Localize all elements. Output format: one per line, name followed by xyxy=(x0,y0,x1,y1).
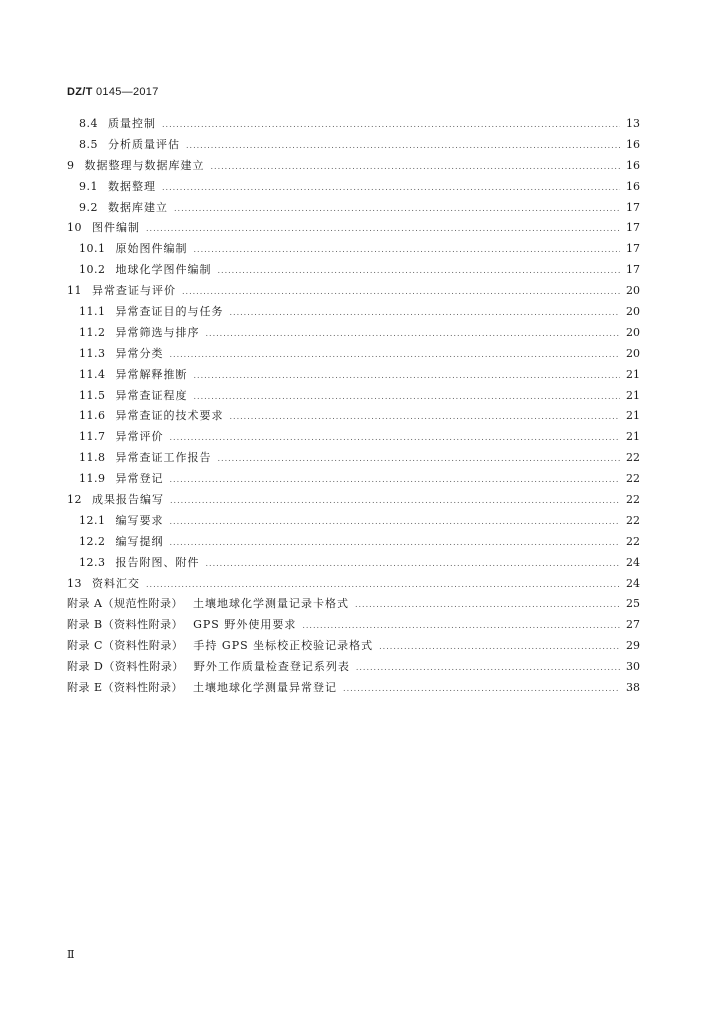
toc-entry-number: 11.8 xyxy=(79,451,106,465)
toc-entry-number: 9.1 xyxy=(79,179,98,193)
toc-entry-title: 异常评价 xyxy=(115,430,164,444)
standard-code xyxy=(67,86,159,98)
toc-dot-leader xyxy=(162,178,620,199)
toc-entry-page: 16 xyxy=(626,158,640,172)
toc-entry-page: 29 xyxy=(626,639,640,653)
toc-dot-leader xyxy=(186,136,620,157)
toc-entry-title: 数据整理与数据库建立 xyxy=(84,158,205,172)
standard-number: 0145—2017 xyxy=(96,86,159,98)
toc-entry-number: 附录 E（资料性附录） xyxy=(67,681,184,695)
toc-entry-number: 11.2 xyxy=(79,325,106,339)
toc-entry-number: 11.7 xyxy=(79,430,106,444)
toc-entry[interactable] xyxy=(67,615,640,636)
toc-entry-page: 20 xyxy=(626,325,640,339)
toc-entry-number: 12.1 xyxy=(79,513,106,527)
toc-dot-leader xyxy=(170,533,621,554)
toc-entry[interactable] xyxy=(67,678,640,699)
toc-entry[interactable] xyxy=(67,365,640,386)
toc-entry-title: 异常查证工作报告 xyxy=(115,451,212,465)
toc-entry-page: 20 xyxy=(626,305,640,319)
toc-dot-leader xyxy=(218,261,621,282)
toc-entry-number: 11.9 xyxy=(79,472,106,486)
toc-entry-page: 21 xyxy=(626,430,640,444)
toc-entry-number: 11 xyxy=(67,284,82,298)
toc-entry-page: 21 xyxy=(626,409,640,423)
toc-entry-number: 附录 A（规范性附录） xyxy=(67,597,183,611)
toc-entry-number: 8.5 xyxy=(79,137,98,151)
toc-entry-title: 成果报告编写 xyxy=(92,493,164,507)
toc-dot-leader xyxy=(206,324,621,345)
toc-entry-title: 编写要求 xyxy=(115,513,164,527)
toc-entry-page: 16 xyxy=(626,137,640,151)
toc-entry[interactable] xyxy=(67,532,640,553)
toc-entry-number: 附录 D（资料性附录） xyxy=(67,660,184,674)
toc-dot-leader xyxy=(230,303,621,324)
toc-entry-title: 质量控制 xyxy=(108,117,156,130)
toc-entry-number: 10 xyxy=(67,221,82,235)
toc-entry-title: 编写提纲 xyxy=(115,534,164,548)
toc-entry[interactable] xyxy=(67,448,640,469)
toc-dot-leader xyxy=(355,595,620,616)
toc-entry[interactable] xyxy=(67,156,640,177)
toc-entry-title: 野外工作质量检查登记系列表 xyxy=(193,660,350,674)
toc-entry-title: 异常查证的技术要求 xyxy=(115,409,224,423)
toc-dot-leader xyxy=(379,637,620,658)
toc-entry-page: 22 xyxy=(626,472,640,486)
toc-entry-title: 原始图件编制 xyxy=(115,242,188,256)
toc-entry-page: 21 xyxy=(626,388,640,402)
toc-dot-leader xyxy=(170,470,621,491)
toc-entry[interactable] xyxy=(67,594,640,615)
toc-entry[interactable] xyxy=(67,260,640,281)
toc-entry[interactable] xyxy=(67,406,640,427)
toc-entry[interactable] xyxy=(67,574,640,595)
toc-entry-number: 8.4 xyxy=(79,117,98,130)
toc-entry-number: 11.6 xyxy=(79,409,106,423)
toc-entry[interactable] xyxy=(67,177,640,198)
toc-entry-page: 22 xyxy=(626,513,640,527)
toc-entry-number: 附录 C（资料性附录） xyxy=(67,639,184,653)
toc-dot-leader xyxy=(174,199,620,220)
toc-entry[interactable] xyxy=(67,135,640,156)
toc-dot-leader xyxy=(194,387,621,408)
toc-entry-number: 11.3 xyxy=(79,346,106,360)
toc-entry[interactable] xyxy=(67,490,640,511)
toc-dot-leader xyxy=(302,616,620,637)
toc-entry[interactable] xyxy=(67,239,640,260)
toc-dot-leader xyxy=(230,407,621,428)
toc-dot-leader xyxy=(146,219,620,240)
toc-entry-title: 异常分类 xyxy=(115,346,164,360)
toc-entry-page: 13 xyxy=(626,117,640,130)
toc-entry-page: 22 xyxy=(626,534,640,548)
toc-entry-number: 12.2 xyxy=(79,534,106,548)
toc-entry-number: 13 xyxy=(67,576,82,590)
toc-entry[interactable] xyxy=(67,657,640,678)
toc-entry[interactable] xyxy=(67,553,640,574)
toc-entry-page: 24 xyxy=(626,555,640,569)
page-number: Ⅱ xyxy=(67,948,76,961)
toc-entry[interactable] xyxy=(67,218,640,239)
toc-entry-title: 图件编制 xyxy=(92,221,140,235)
toc-dot-leader xyxy=(194,366,621,387)
toc-entry[interactable] xyxy=(67,302,640,323)
toc-entry-title: 数据整理 xyxy=(108,179,156,193)
toc-entry-page: 22 xyxy=(626,493,640,507)
toc-entry-number: 11.4 xyxy=(79,367,106,381)
toc-dot-leader xyxy=(211,157,621,178)
toc-entry-page: 27 xyxy=(626,618,640,632)
toc-entry-title: 异常筛选与排序 xyxy=(115,325,200,339)
toc-entry-number: 9 xyxy=(67,158,75,172)
toc-entry[interactable] xyxy=(67,386,640,407)
toc-entry-number: 9.2 xyxy=(79,200,98,214)
toc-entry-page: 38 xyxy=(626,681,640,695)
toc-entry-page: 30 xyxy=(626,660,640,674)
toc-entry[interactable] xyxy=(67,198,640,219)
toc-dot-leader xyxy=(170,491,620,512)
toc-entry-page: 17 xyxy=(626,263,640,277)
toc-entry-title: GPS 野外使用要求 xyxy=(193,618,297,632)
toc-dot-leader xyxy=(356,658,620,679)
toc-entry-title: 异常查证与评价 xyxy=(92,284,176,298)
toc-entry[interactable] xyxy=(67,636,640,657)
toc-entry-number: 附录 B（资料性附录） xyxy=(67,618,184,632)
toc-entry-title: 资料汇交 xyxy=(92,576,140,590)
toc-entry-page: 17 xyxy=(626,200,640,214)
toc-dot-leader xyxy=(170,345,621,366)
toc-entry-page: 20 xyxy=(626,284,640,298)
toc-dot-leader xyxy=(218,449,621,470)
toc-entry-title: 报告附图、附件 xyxy=(115,555,200,569)
toc-entry-title: 异常登记 xyxy=(115,472,164,486)
toc-entry-title: 数据库建立 xyxy=(108,200,168,214)
toc-entry-number: 12.3 xyxy=(79,555,106,569)
toc-entry-title: 土壤地球化学测量记录卡格式 xyxy=(192,597,349,611)
toc-dot-leader xyxy=(206,554,621,575)
toc-dot-leader xyxy=(194,240,621,261)
toc-entry-title: 异常解释推断 xyxy=(115,367,188,381)
toc-entry-number: 11.5 xyxy=(79,388,106,402)
toc-dot-leader xyxy=(343,679,620,700)
toc-entry-number: 10.2 xyxy=(79,263,106,277)
toc-entry-page: 17 xyxy=(626,221,640,235)
toc-entry-title: 手持 GPS 坐标校正校验记录格式 xyxy=(193,639,374,653)
toc-entry-title: 异常查证目的与任务 xyxy=(115,305,224,319)
toc-entry[interactable] xyxy=(67,281,640,302)
toc-entry-title: 异常查证程度 xyxy=(115,388,188,402)
standard-prefix: DZ/T xyxy=(67,86,93,98)
toc-entry[interactable] xyxy=(67,469,640,490)
toc-entry-title: 分析质量评估 xyxy=(108,137,180,151)
toc-entry-page: 22 xyxy=(626,451,640,465)
toc-entry[interactable] xyxy=(67,114,640,135)
toc-entry-page: 17 xyxy=(626,242,640,256)
toc-dot-leader xyxy=(146,575,620,596)
toc-entry-page: 24 xyxy=(626,576,640,590)
toc-entry-page: 16 xyxy=(626,179,640,193)
toc-entry-page: 25 xyxy=(626,597,640,611)
toc-entry-number: 12 xyxy=(67,493,82,507)
toc-entry[interactable] xyxy=(67,511,640,532)
toc-dot-leader xyxy=(162,115,620,136)
table-of-contents xyxy=(67,114,640,699)
toc-dot-leader xyxy=(170,428,621,449)
toc-entry-number: 10.1 xyxy=(79,242,106,256)
toc-entry[interactable] xyxy=(67,323,640,344)
toc-dot-leader xyxy=(170,512,621,533)
toc-entry[interactable] xyxy=(67,344,640,365)
toc-entry-page: 21 xyxy=(626,367,640,381)
toc-entry-number: 11.1 xyxy=(79,305,106,319)
toc-entry-title: 地球化学图件编制 xyxy=(115,263,212,277)
toc-entry-page: 20 xyxy=(626,346,640,360)
toc-entry[interactable] xyxy=(67,427,640,448)
toc-dot-leader xyxy=(182,282,620,303)
toc-entry-title: 土壤地球化学测量异常登记 xyxy=(193,681,338,695)
